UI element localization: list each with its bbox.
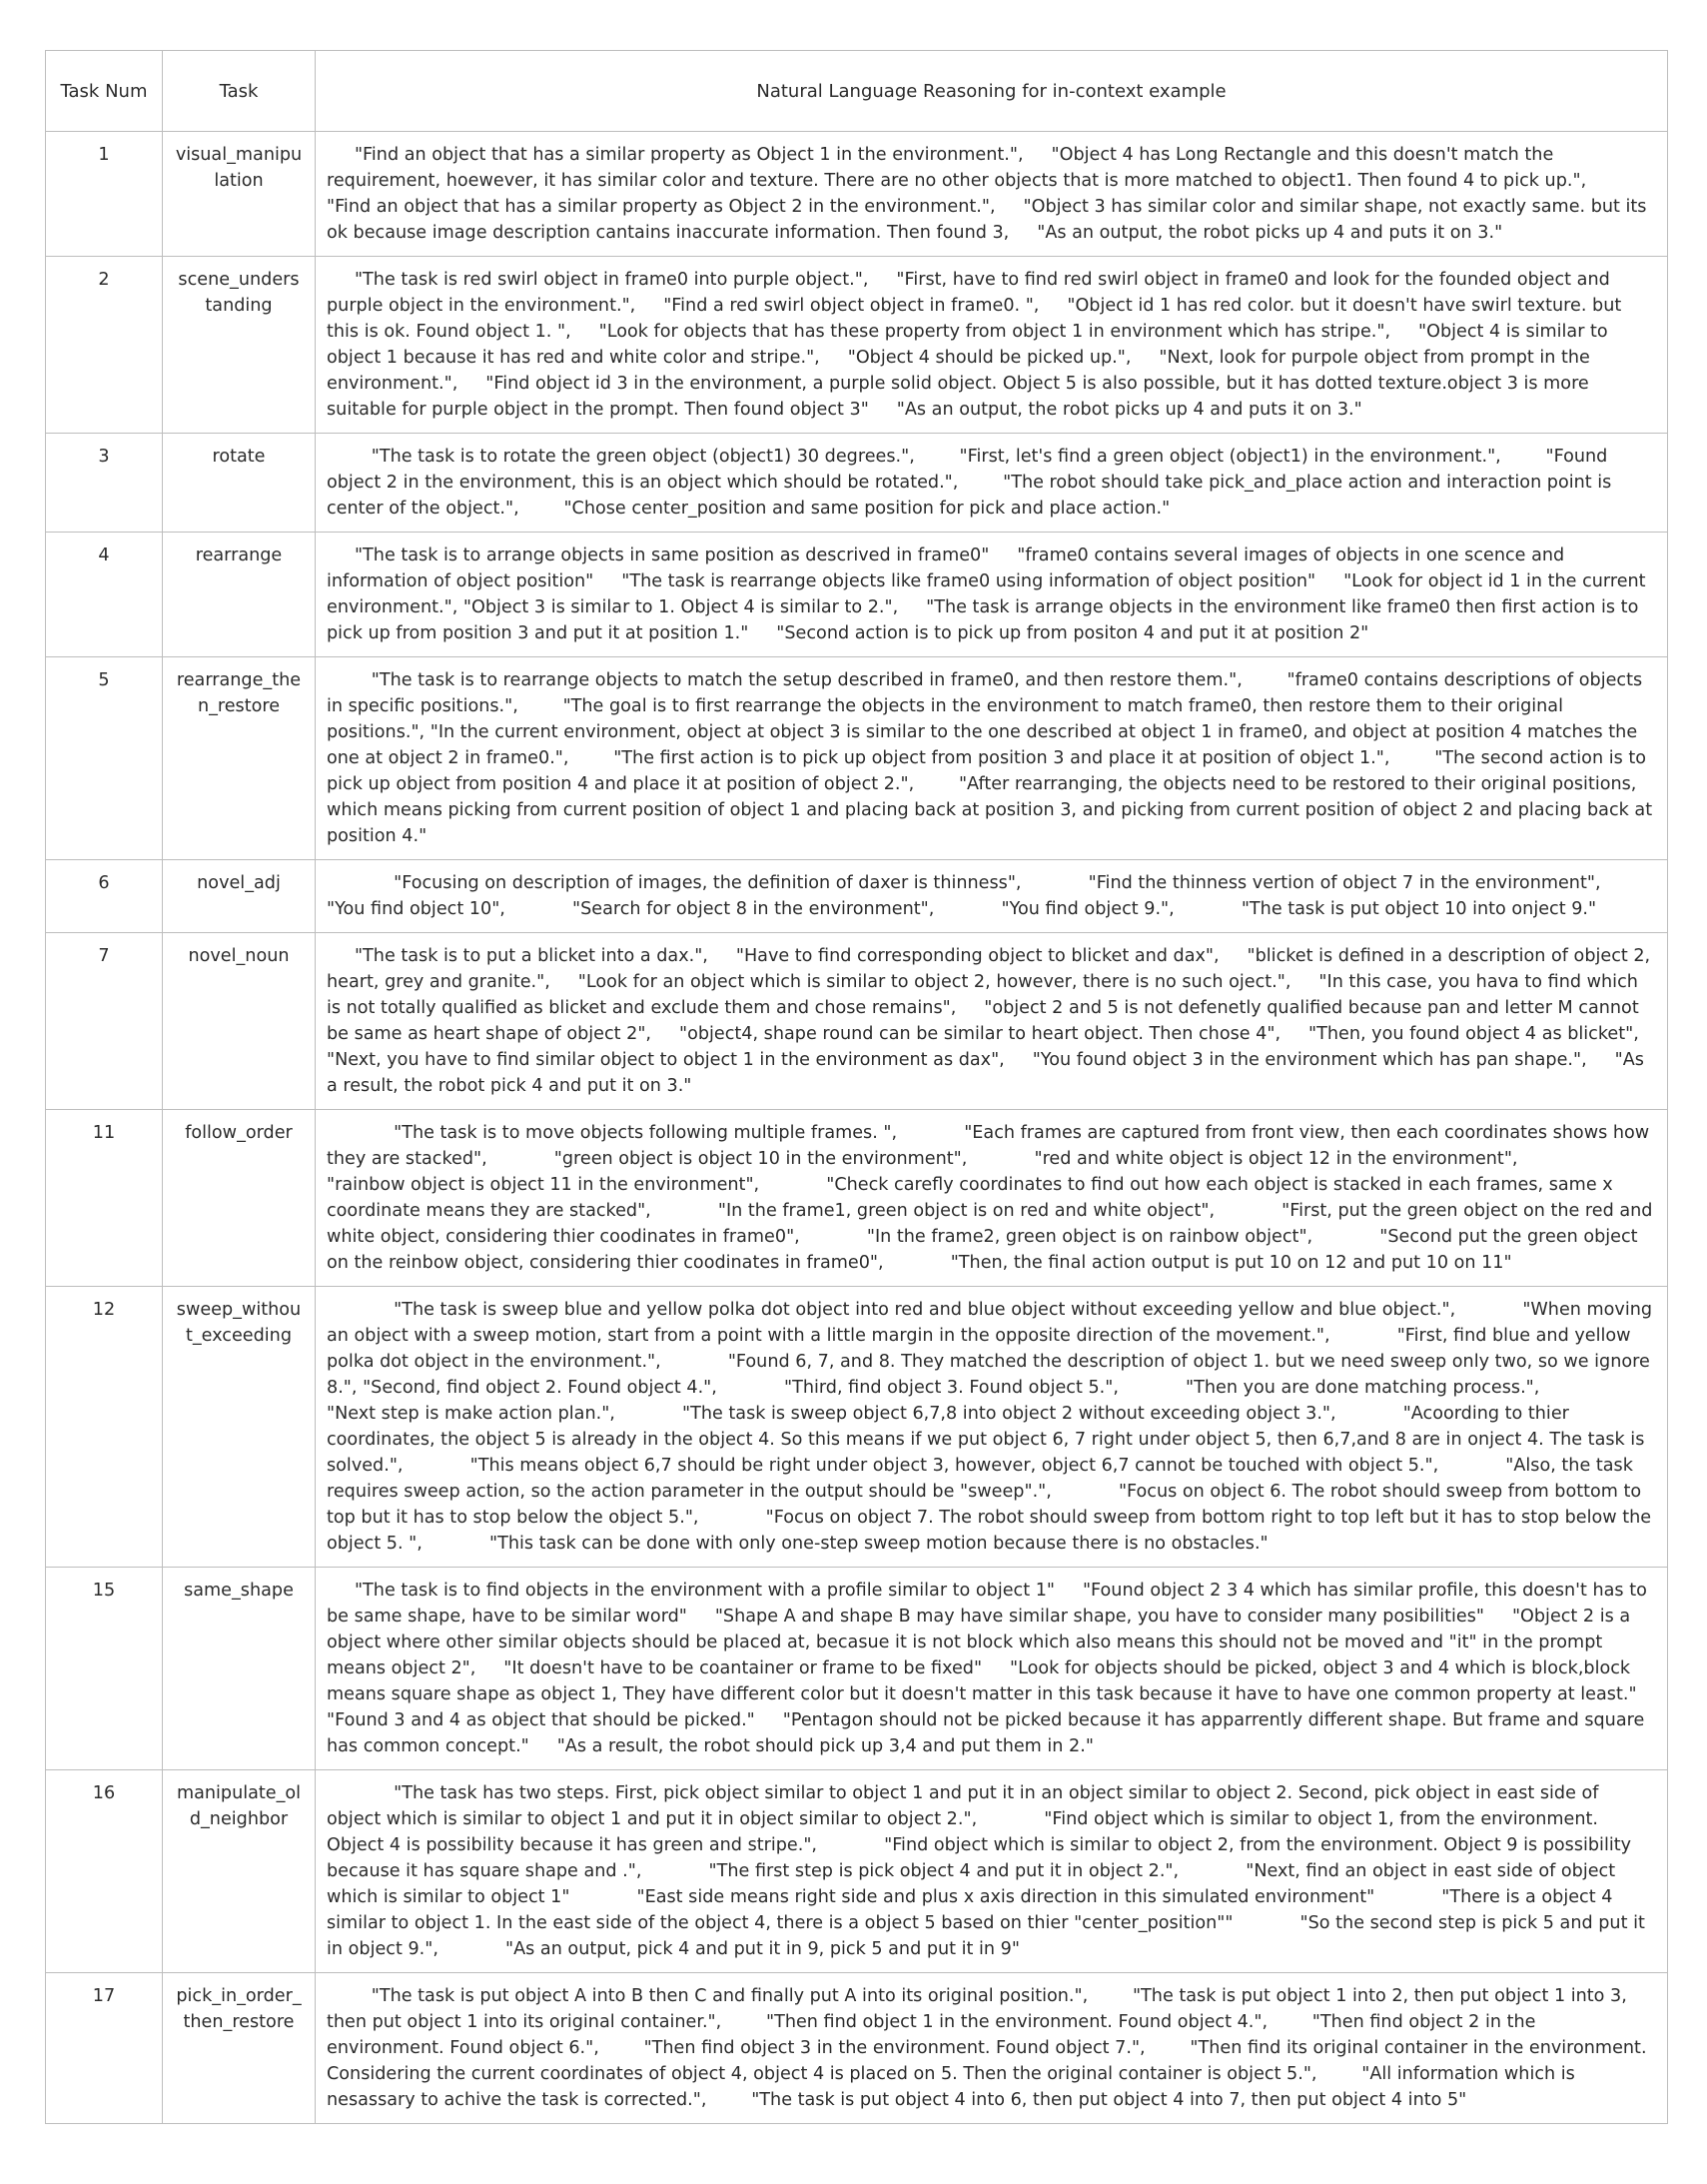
header-row <box>46 51 1668 132</box>
reasoning-cell: "The task is red swirl object in frame0 into purple object.", "First, have to find red swirl object in frame0 and look for the founded object and purple object in the environment.", "Find a red swirl object object in frame0. ", "Object id 1 has red color. but it doesn't have swirl texture. but this is ok. Found object 1. ", "Look for objects that has these property from object 1 in environment which has stripe.", "Object 4 is similar to object 1 because it has red and white color and stripe.", "Object 4 should be picked up.", "Next, look for purpole object from prompt in the environment.", "Find object id 3 in the environment, a purple solid object. Object 5 is also possible, but it has dotted texture.object 3 is more suitable for purple object in the prompt. Then found object 3" "As an output, the robot picks up 4 and puts it on 3." <box>316 257 1668 434</box>
reasoning-cell: "The task has two steps. First, pick object similar to object 1 and put it in an object similar to object 2. Second, pick object in east side of object which is similar to object 1 and put it in object similar to object 2.", "Find object which is similar to object 1, from the environment. Object 4 is possibility because it has green and stripe.", "Find object which is similar to object 2, from the environment. Object 9 is possibility because it has square shape and .", "The first step is pick object 4 and put it in object 2.", "Next, find an object in east side of object which is similar to object 1" "East side means right side and plus x axis direction in this simulated environment" "There is a object 4 similar to object 1. In the east side of the object 4, there is a object 5 based on thier "center_position"" "So the second step is pick 5 and put it in object 9.", "As an output, pick 4 and put it in 9, pick 5 and put it in 9" <box>316 1770 1668 1973</box>
table-row <box>46 257 1668 434</box>
task-name-cell: rotate <box>163 434 316 533</box>
reasoning-cell: "The task is to rearrange objects to match the setup described in frame0, and then restore them.", "frame0 contains descriptions of objects in specific positions.", "The goal is to first rearrange the objects in the environment to match frame0, then restore them to their original positions.", "In the current environment, object at object 3 is similar to the one described at object 1 in frame0, and object at position 4 matches the one at object 2 in frame0.", "The first action is to pick up object from position 3 and place it at position of object 1.", "The second action is to pick up object from position 4 and place it at position of object 2.", "After rearranging, the objects need to be restored to their original positions, which means picking from current position of object 1 and placing back at position 3, and picking from current position of object 2 and placing back at position 4." <box>316 657 1668 860</box>
task-name-cell: scene_understanding <box>163 257 316 434</box>
table-row <box>46 1973 1668 2124</box>
task-num-cell: 11 <box>46 1110 163 1287</box>
task-name-cell: rearrange <box>163 533 316 657</box>
task-num-cell: 3 <box>46 434 163 533</box>
task-name-cell: novel_adj <box>163 860 316 933</box>
table-row <box>46 860 1668 933</box>
reasoning-cell: "Focusing on description of images, the definition of daxer is thinness", "Find the thinness vertion of object 7 in the environment", "You find object 10", "Search for object 8 in the environment", "You find object 9.", "The task is put object 10 into onject 9." <box>316 860 1668 933</box>
task-num-cell: 16 <box>46 1770 163 1973</box>
table-row <box>46 132 1668 257</box>
task-name-cell: rearrange_then_restore <box>163 657 316 860</box>
task-num-cell: 15 <box>46 1568 163 1770</box>
task-num-cell: 2 <box>46 257 163 434</box>
task-num-cell: 1 <box>46 132 163 257</box>
task-name-cell: sweep_without_exceeding <box>163 1287 316 1568</box>
table-row <box>46 1568 1668 1770</box>
reasoning-cell: "Find an object that has a similar property as Object 1 in the environment.", "Object 4 has Long Rectangle and this doesn't match the requirement, hoewever, it has similar color and texture. There are no other objects that is more matched to object1. Then found 4 to pick up.", "Find an object that has a similar property as Object 2 in the environment.", "Object 3 has similar color and similar shape, not exactly same. but its ok because image description cantains inaccurate information. Then found 3, "As an output, the robot picks up 4 and puts it on 3." <box>316 132 1668 257</box>
table-row <box>46 1770 1668 1973</box>
task-num-cell: 4 <box>46 533 163 657</box>
task-name-cell: pick_in_order_then_restore <box>163 1973 316 2124</box>
reasoning-cell: "The task is to arrange objects in same position as descrived in frame0" "frame0 contains several images of objects in one scence and information of object position" "The task is rearrange objects like frame0 using information of object position" "Look for object id 1 in the current environment.", "Object 3 is similar to 1. Object 4 is similar to 2.", "The task is arrange objects in the environment like frame0 then first action is to pick up from position 3 and put it at position 1." "Second action is to pick up from positon 4 and put it at position 2" <box>316 533 1668 657</box>
header-task: Task <box>163 51 316 132</box>
table-row <box>46 434 1668 533</box>
task-num-cell: 5 <box>46 657 163 860</box>
table-row <box>46 657 1668 860</box>
reasoning-cell: "The task is to rotate the green object (object1) 30 degrees.", "First, let's find a green object (object1) in the environment.", "Found object 2 in the environment, this is an object which should be rotated.", "The robot should take pick_and_place action and interaction point is center of the object.", "Chose center_position and same position for pick and place action." <box>316 434 1668 533</box>
table-row <box>46 533 1668 657</box>
table-row <box>46 933 1668 1110</box>
reasoning-cell: "The task is sweep blue and yellow polka dot object into red and blue object without exceeding yellow and blue object.", "When moving an object with a sweep motion, start from a point with a little margin in the opposite direction of the movement.", "First, find blue and yellow polka dot object in the environment.", "Found 6, 7, and 8. They matched the description of object 1. but we need sweep only two, so we ignore 8.", "Second, find object 2. Found object 4.", "Third, find object 3. Found object 5.", "Then you are done matching process.", "Next step is make action plan.", "The task is sweep object 6,7,8 into object 2 without exceeding object 3.", "Acoording to thier coordinates, the object 5 is already in the object 4. So this means if we put object 6, 7 right under object 5, then 6,7,and 8 are in onject 4. The task is solved.", "This means object 6,7 should be right under object 3, however, object 6,7 cannot be touched with object 5.", "Also, the task requires sweep action, so the action parameter in the output should be "sweep".", "Focus on object 6. The robot should sweep from bottom to top but it has to stop below the object 5.", "Focus on object 7. The robot should sweep from bottom right to top left but it has to stop below the object 5. ", "This task can be done with only one-step sweep motion because there is no obstacles." <box>316 1287 1668 1568</box>
table-row <box>46 1110 1668 1287</box>
reasoning-cell: "The task is to move objects following multiple frames. ", "Each frames are captured from front view, then each coordinates shows how they are stacked", "green object is object 10 in the environment", "red and white object is object 12 in the environment", "rainbow object is object 11 in the environment", "Check carefly coordinates to find out how each object is stacked in each frames, same x coordinate means they are stacked", "In the frame1, green object is on red and white object", "First, put the green object on the red and white object, considering thier coodinates in frame0", "In the frame2, green object is on rainbow object", "Second put the green object on the reinbow object, considering thier coodinates in frame0", "Then, the final action output is put 10 on 12 and put 10 on 11" <box>316 1110 1668 1287</box>
task-name-cell: novel_noun <box>163 933 316 1110</box>
reasoning-cell: "The task is put object A into B then C and finally put A into its original position.", "The task is put object 1 into 2, then put object 1 into 3, then put object 1 into its original container.", "Then find object 1 in the environment. Found object 4.", "Then find object 2 in the environment. Found object 6.", "Then find object 3 in the environment. Found object 7.", "Then find its original container in the environment. Considering the current coordinates of object 4, object 4 is placed on 5. Then the original container is object 5.", "All information which is nesassary to achive the task is corrected.", "The task is put object 4 into 6, then put object 4 into 7, then put object 4 into 5" <box>316 1973 1668 2124</box>
task-num-cell: 7 <box>46 933 163 1110</box>
task-name-cell: manipulate_old_neighbor <box>163 1770 316 1973</box>
task-num-cell: 17 <box>46 1973 163 2124</box>
task-name-cell: visual_manipulation <box>163 132 316 257</box>
task-num-cell: 12 <box>46 1287 163 1568</box>
task-num-cell: 6 <box>46 860 163 933</box>
reasoning-table <box>45 50 1668 2124</box>
reasoning-cell: "The task is to find objects in the environment with a profile similar to object 1" "Found object 2 3 4 which has similar profile, this doesn't has to be same shape, have to be similar word" "Shape A and shape B may have similar shape, you have to consider many posibilities" "Object 2 is a object where other similar objects should be placed at, becasue it is not block which also means this should not be moved and "it" in the prompt means object 2", "It doesn't have to be coantainer or frame to be fixed" "Look for objects should be picked, object 3 and 4 which is block,block means square shape as object 1, They have different color but it doesn't matter in this task because it have to have one common property at least." "Found 3 and 4 as object that should be picked." "Pentagon should not be picked because it has apparrently different shape. But frame and square has common concept." "As a result, the robot should pick up 3,4 and put them in 2." <box>316 1568 1668 1770</box>
reasoning-cell: "The task is to put a blicket into a dax.", "Have to find corresponding object to blicket and dax", "blicket is defined in a description of object 2, heart, grey and granite.", "Look for an object which is similar to object 2, however, there is no such oject.", "In this case, you hava to find which is not totally qualified as blicket and exclude them and chose remains", "object 2 and 5 is not defenetly qualified because pan and letter M cannot be same as heart shape of object 2", "object4, shape round can be similar to heart object. Then chose 4", "Then, you found object 4 as blicket", "Next, you have to find similar object to object 1 in the environment as dax", "You found object 3 in the environment which has pan shape.", "As a result, the robot pick 4 and put it on 3." <box>316 933 1668 1110</box>
table-row <box>46 1287 1668 1568</box>
header-task-num: Task Num <box>46 51 163 132</box>
task-name-cell: follow_order <box>163 1110 316 1287</box>
header-reasoning: Natural Language Reasoning for in-context example <box>316 51 1668 132</box>
task-name-cell: same_shape <box>163 1568 316 1770</box>
